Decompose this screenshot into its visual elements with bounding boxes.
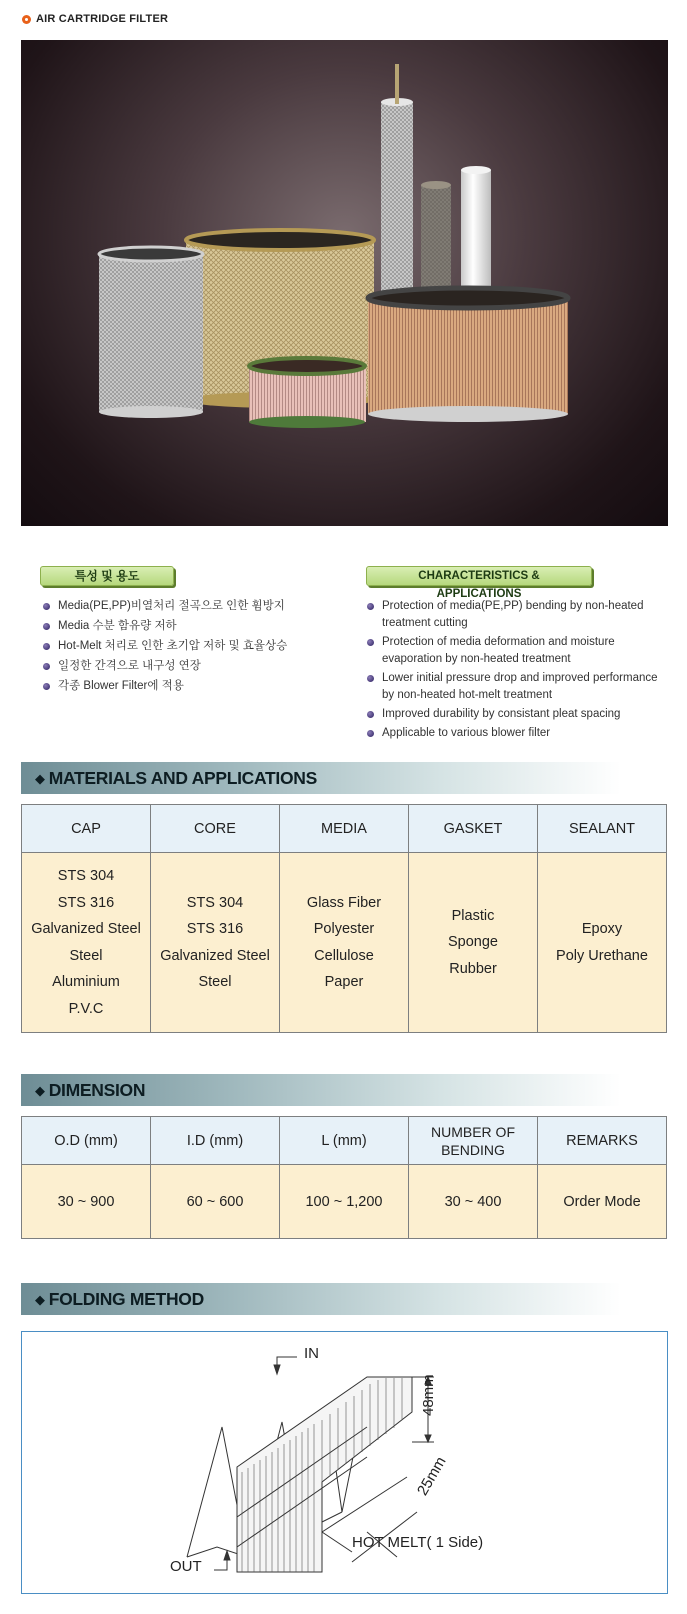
list-item: Media(PE,PP)비열처리 절곡으로 인한 휨방지 bbox=[42, 598, 342, 615]
list-item: 각종 Blower Filter에 적용 bbox=[42, 678, 342, 695]
dimension-table bbox=[21, 1116, 667, 1239]
cell-value: Galvanized Steel bbox=[160, 947, 270, 964]
bending-value: 30 ~ 400 bbox=[409, 1165, 538, 1239]
list-item: Hot-Melt 처리로 인한 초기압 저하 및 효율상승 bbox=[42, 638, 342, 655]
cell-value: Paper bbox=[324, 974, 364, 990]
dimension-heading bbox=[21, 1074, 621, 1106]
cap-cell bbox=[22, 853, 151, 1033]
pitch-label: 25mm bbox=[414, 1453, 450, 1499]
materials-table bbox=[21, 804, 667, 1033]
features-ko-title: 특성 및 용도 bbox=[40, 566, 174, 586]
list-item: Protection of media deformation and moisture evaporation by non-heated treatment bbox=[366, 634, 666, 668]
media-cell bbox=[280, 853, 409, 1033]
list-item: Applicable to various blower filter bbox=[366, 725, 666, 742]
bullet-circle-icon bbox=[22, 15, 31, 24]
column-header-media: MEDIA bbox=[280, 805, 409, 853]
diamond-icon: ◆ bbox=[35, 1083, 45, 1098]
cell-value: Epoxy bbox=[581, 921, 623, 937]
diamond-icon: ◆ bbox=[35, 771, 45, 786]
remarks-value: Order Mode bbox=[538, 1165, 667, 1239]
diamond-icon: ◆ bbox=[35, 1292, 45, 1307]
cell-value: Rubber bbox=[449, 960, 497, 977]
features-ko-list bbox=[42, 598, 342, 698]
height-label: 48mm bbox=[420, 1374, 437, 1416]
header-line: NUMBER OF bbox=[431, 1123, 515, 1140]
features-en-list bbox=[366, 598, 666, 744]
materials-heading bbox=[21, 762, 621, 794]
dimension-heading-text: DIMENSION bbox=[48, 1080, 146, 1100]
column-header-remarks: REMARKS bbox=[538, 1117, 667, 1165]
column-header-gasket: GASKET bbox=[409, 805, 538, 853]
table-row bbox=[22, 853, 667, 1033]
cell-value: Cellulose bbox=[314, 947, 374, 964]
list-item: Media 수분 함유량 저하 bbox=[42, 618, 342, 635]
cell-value: Poly Urethane bbox=[556, 947, 648, 964]
core-cell bbox=[151, 853, 280, 1033]
column-header-length: L (mm) bbox=[280, 1117, 409, 1165]
list-item: Improved durability by consistant pleat spacing bbox=[366, 706, 666, 723]
od-value: 30 ~ 900 bbox=[22, 1165, 151, 1239]
table-row bbox=[22, 1165, 667, 1239]
table-header-row bbox=[22, 1117, 667, 1165]
cell-value: P.V.C bbox=[68, 1000, 104, 1017]
id-value: 60 ~ 600 bbox=[151, 1165, 280, 1239]
cell-value: Plastic bbox=[451, 907, 495, 924]
product-photo bbox=[21, 40, 668, 526]
column-header-sealant: SEALANT bbox=[538, 805, 667, 853]
length-value: 100 ~ 1,200 bbox=[280, 1165, 409, 1239]
cell-value: Glass Fiber bbox=[306, 894, 382, 911]
out-label: OUT bbox=[170, 1558, 202, 1575]
column-header-bending bbox=[409, 1117, 538, 1165]
cell-value: Sponge bbox=[448, 934, 498, 951]
header-line: BENDING bbox=[441, 1141, 505, 1158]
materials-heading-text: MATERIALS AND APPLICATIONS bbox=[48, 768, 318, 788]
cell-value: Aluminium bbox=[52, 974, 120, 990]
cell-value: STS 316 bbox=[186, 921, 244, 937]
cell-value: STS 316 bbox=[57, 894, 115, 911]
list-item: Lower initial pressure drop and improved performance by non-heated hot-melt treatment bbox=[366, 670, 666, 704]
table-header-row bbox=[22, 805, 667, 853]
gasket-cell bbox=[409, 853, 538, 1033]
cell-value: Polyester bbox=[313, 921, 375, 937]
column-header-od: O.D (mm) bbox=[22, 1117, 151, 1165]
in-label: IN bbox=[304, 1345, 319, 1362]
sealant-cell bbox=[538, 853, 667, 1033]
cell-value: STS 304 bbox=[186, 894, 244, 911]
filter-cartridges-illustration bbox=[21, 40, 668, 526]
cell-value: STS 304 bbox=[57, 868, 115, 884]
list-item: Protection of media(PE,PP) bending by non-heated treatment cutting bbox=[366, 598, 666, 632]
column-header-cap: CAP bbox=[22, 805, 151, 853]
column-header-id: I.D (mm) bbox=[151, 1117, 280, 1165]
cell-value: Steel bbox=[198, 974, 232, 990]
pleat-fold-drawing bbox=[22, 1332, 667, 1593]
column-header-core: CORE bbox=[151, 805, 280, 853]
folding-heading-text: FOLDING METHOD bbox=[48, 1289, 204, 1309]
page-title bbox=[22, 13, 168, 25]
cell-value: Steel bbox=[69, 947, 103, 964]
folding-diagram bbox=[21, 1331, 668, 1594]
hot-melt-label: HOT MELT( 1 Side) bbox=[352, 1534, 484, 1551]
page-title-text: AIR CARTRIDGE FILTER bbox=[36, 13, 169, 25]
features-en-title: CHARACTERISTICS & APPLICATIONS bbox=[366, 566, 592, 586]
list-item: 일정한 간격으로 내구성 연장 bbox=[42, 658, 342, 675]
folding-heading bbox=[21, 1283, 621, 1315]
cell-value: Galvanized Steel bbox=[31, 921, 141, 937]
